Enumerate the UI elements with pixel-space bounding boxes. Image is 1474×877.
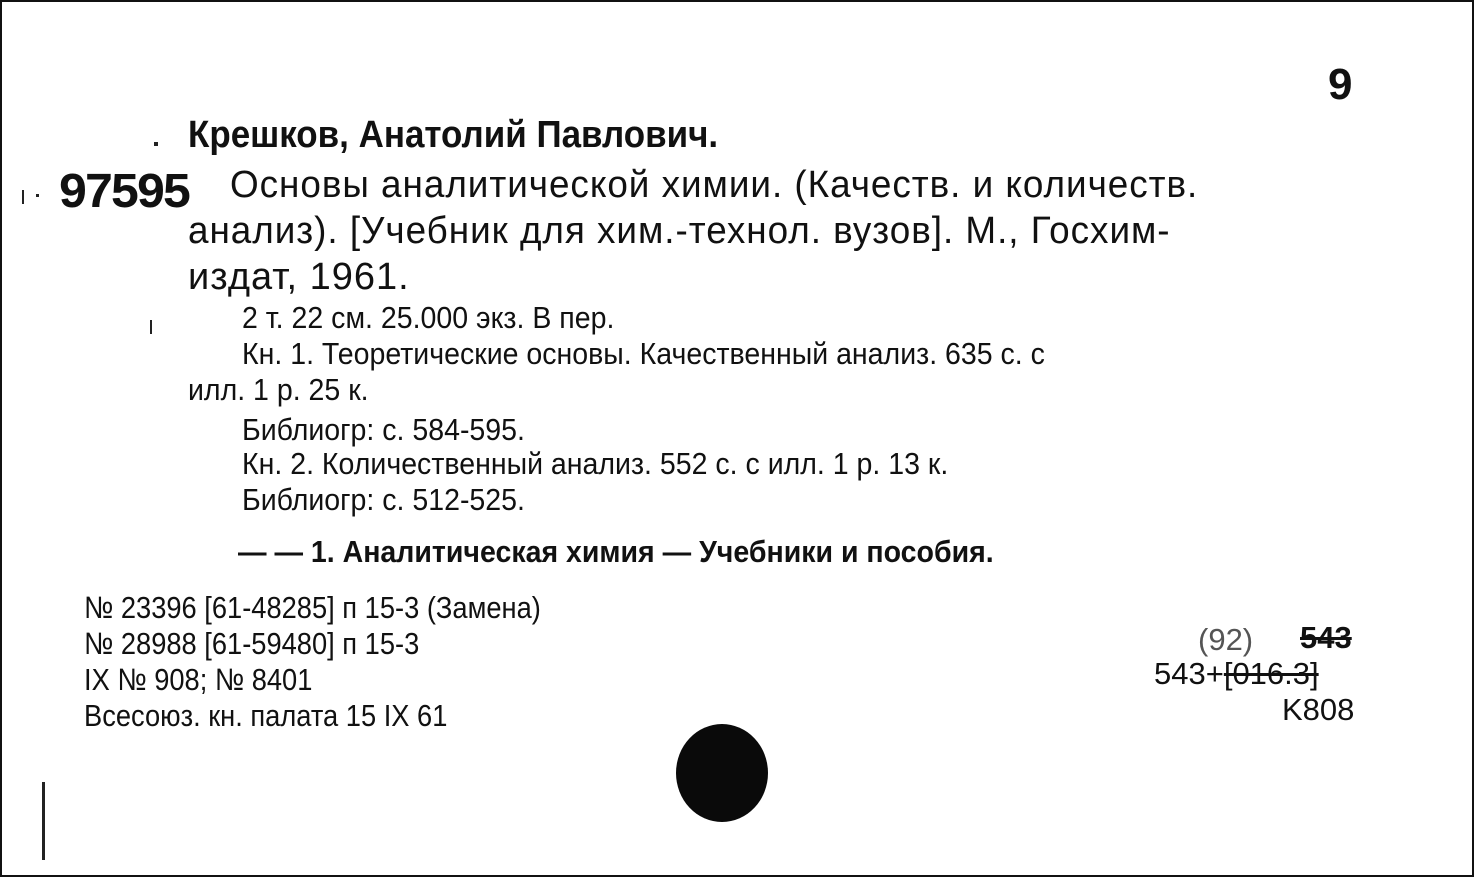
record-line-4-text: Всесоюз. кн. палата 15 IX 61 [84,698,448,733]
author-heading [188,114,764,157]
record-line-4 [84,698,497,734]
title-line-3-text: издат, 1961. [188,256,410,298]
author-name: Крешков, Анатолий Павлович. [188,114,719,156]
volume-1-note [242,336,1115,372]
volume-1-continuation-text: илл. 1 р. 25 к. [188,372,369,407]
class-mark-struck-1: 543 [1300,620,1352,655]
bibliography-1-text: Библиогр: с. 584-595. [242,412,525,447]
title-line-2 [188,210,1201,253]
title-line-3 [188,256,410,299]
volume-2-text: Кн. 2. Количественный анализ. 552 с. с илл. 1 р. 13 к. [242,446,949,481]
record-line-2-text: № 28988 [61-59480] п 15-3 [84,626,420,661]
subject-heading-text: — — 1. Аналитическая химия — Учебники и пособия. [238,534,994,569]
physical-description-text: 2 т. 22 см. 25.000 экз. В пер. [242,300,615,335]
speck-mark [22,190,24,204]
margin-mark [42,782,45,860]
title-line-2-text: анализ). [Учебник для хим.-технол. вузов]. М., Госхим- [188,210,1171,252]
physical-description [242,300,647,336]
record-line-1-text: № 23396 [61-48285] п 15-3 (Замена) [84,590,541,625]
record-line-2 [84,626,465,662]
speck-mark [36,194,39,197]
speck-mark [150,320,152,334]
class-mark-prefix: 543+ [1154,656,1224,691]
volume-1-text: Кн. 1. Теоретические основы. Качественный анализ. 635 с. с [242,336,1045,371]
speck-mark [154,142,158,146]
volume-1-continuation [188,372,384,408]
record-line-1 [84,590,603,626]
class-mark-hand-note: (92) [1198,622,1254,657]
bibliography-2 [242,482,550,518]
class-mark-line-2 [1154,656,1319,692]
punch-hole [676,724,768,822]
volume-2-note [242,446,1010,482]
call-number: 97595 [58,166,189,223]
class-mark-struck-2: [016.3] [1223,656,1319,691]
record-line-3-text: IX № 908; № 8401 [84,662,313,697]
subject-heading [238,534,1059,570]
class-mark-line-3: K808 [1282,692,1355,727]
bibliography-1 [242,412,550,448]
title-line-1 [230,164,1228,207]
title-line-1-text: Основы аналитической химии. (Качеств. и количеств. [230,164,1199,206]
record-line-3 [84,662,344,698]
page-number: 9 [1328,60,1353,109]
bibliography-2-text: Библиогр: с. 512-525. [242,482,525,517]
